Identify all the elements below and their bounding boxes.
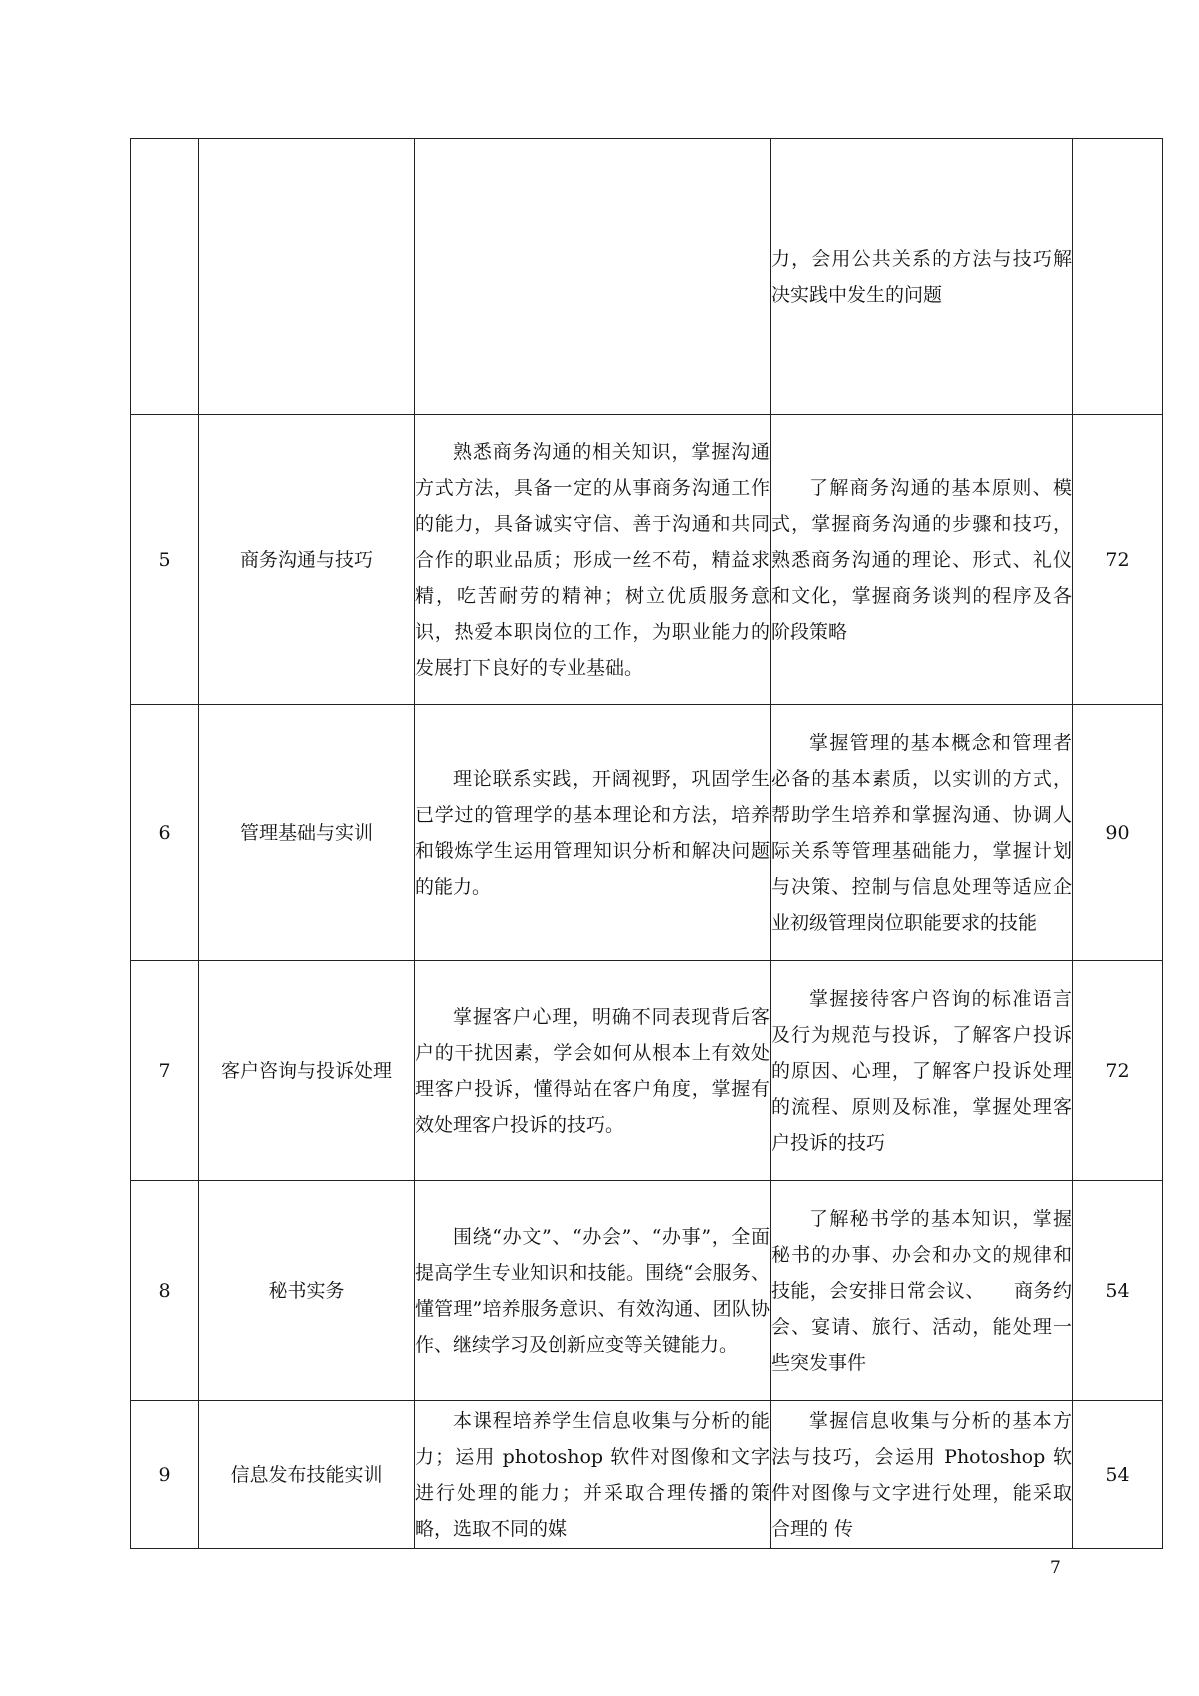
course-goal-cell [415, 705, 771, 961]
course-goal-cell [415, 415, 771, 705]
course-hours-cell: 54 [1073, 1181, 1163, 1401]
table-row [131, 1401, 1163, 1549]
table-row [131, 1181, 1163, 1401]
course-hours-cell: 90 [1073, 705, 1163, 961]
course-hours-cell: 72 [1073, 961, 1163, 1181]
course-content-text: 掌握接待客户咨询的标准语言及行为规范与投诉，了解客户投诉的原因、心理，了解客户投诉处理的流程、原则及标准，掌握处理客户投诉的技巧 [771, 987, 1072, 1154]
course-number-cell: 7 [131, 961, 199, 1181]
course-name-cell [199, 139, 415, 415]
course-goal-text: 熟悉商务沟通的相关知识，掌握沟通方式方法，具备一定的从事商务沟通工作的能力，具备诚实守信、善于沟通和共同合作的职业品质；形成一丝不苟，精益求精，吃苦耐劳的精神；树立优质服务意识，热爱本职岗位的工作，为职业能力的发展打下良好的专业基础。 [415, 440, 770, 679]
course-number-cell: 8 [131, 1181, 199, 1401]
course-content-cell [771, 961, 1073, 1181]
course-content-cell [771, 705, 1073, 961]
course-number-cell: 9 [131, 1401, 199, 1549]
course-name-cell: 商务沟通与技巧 [199, 415, 415, 705]
course-goal-cell [415, 139, 771, 415]
course-name-cell: 信息发布技能实训 [199, 1401, 415, 1549]
table-row [131, 705, 1163, 961]
course-content-cell [771, 139, 1073, 415]
course-hours-cell: 54 [1073, 1401, 1163, 1549]
course-goal-text: 理论联系实践，开阔视野，巩固学生已学过的管理学的基本理论和方法，培养和锻炼学生运用管理知识分析和解决问题的能力。 [415, 767, 770, 898]
course-number-cell: 5 [131, 415, 199, 705]
table-row [131, 139, 1163, 415]
course-goal-cell [415, 1401, 771, 1549]
course-content-cell [771, 1401, 1073, 1549]
course-goal-cell [415, 1181, 771, 1401]
course-hours-cell: 72 [1073, 415, 1163, 705]
course-content-text: 了解秘书学的基本知识，掌握秘书的办事、办会和办文的规律和技能，会安排日常会议、 商务约会、宴请、旅行、活动，能处理一些突发事件 [771, 1207, 1072, 1374]
course-goal-cell [415, 961, 771, 1181]
course-name-cell: 客户咨询与投诉处理 [199, 961, 415, 1181]
course-goal-text: 本课程培养学生信息收集与分析的能力；运用 photoshop 软件对图像和文字进行处理的能力；并采取合理传播的策略，选取不同的媒 [415, 1409, 770, 1540]
course-goal-text: 围绕“办文”、“办会”、“办事”，全面提高学生专业知识和技能。围绕“会服务、懂管理”培养服务意识、有效沟通、团队协作、继续学习及创新应变等关键能力。 [415, 1225, 770, 1356]
course-table [130, 138, 1163, 1549]
table-row [131, 961, 1163, 1181]
course-content-text: 力，会用公共关系的方法与技巧解决实践中发生的问题 [771, 247, 1072, 306]
table-row [131, 415, 1163, 705]
course-number-cell [131, 139, 199, 415]
course-goal-text: 掌握客户心理，明确不同表现背后客户的干扰因素，学会如何从根本上有效处理客户投诉，懂得站在客户角度，掌握有效处理客户投诉的技巧。 [415, 1005, 770, 1136]
page-number: 7 [1050, 1558, 1061, 1578]
course-name-cell: 秘书实务 [199, 1181, 415, 1401]
course-content-cell [771, 415, 1073, 705]
course-content-text: 掌握管理的基本概念和管理者必备的基本素质，以实训的方式，帮助学生培养和掌握沟通、协调人际关系等管理基础能力，掌握计划与决策、控制与信息处理等适应企业初级管理岗位职能要求的技能 [771, 731, 1072, 934]
course-hours-cell [1073, 139, 1163, 415]
course-number-cell: 6 [131, 705, 199, 961]
course-content-cell [771, 1181, 1073, 1401]
course-name-cell: 管理基础与实训 [199, 705, 415, 961]
course-content-text: 了解商务沟通的基本原则、模式，掌握商务沟通的步骤和技巧，熟悉商务沟通的理论、形式、礼仪和文化，掌握商务谈判的程序及各阶段策略 [771, 476, 1072, 643]
course-content-text: 掌握信息收集与分析的基本方法与技巧，会运用 Photoshop 软件对图像与文字进行处理，能采取合理的 传 [771, 1409, 1072, 1540]
